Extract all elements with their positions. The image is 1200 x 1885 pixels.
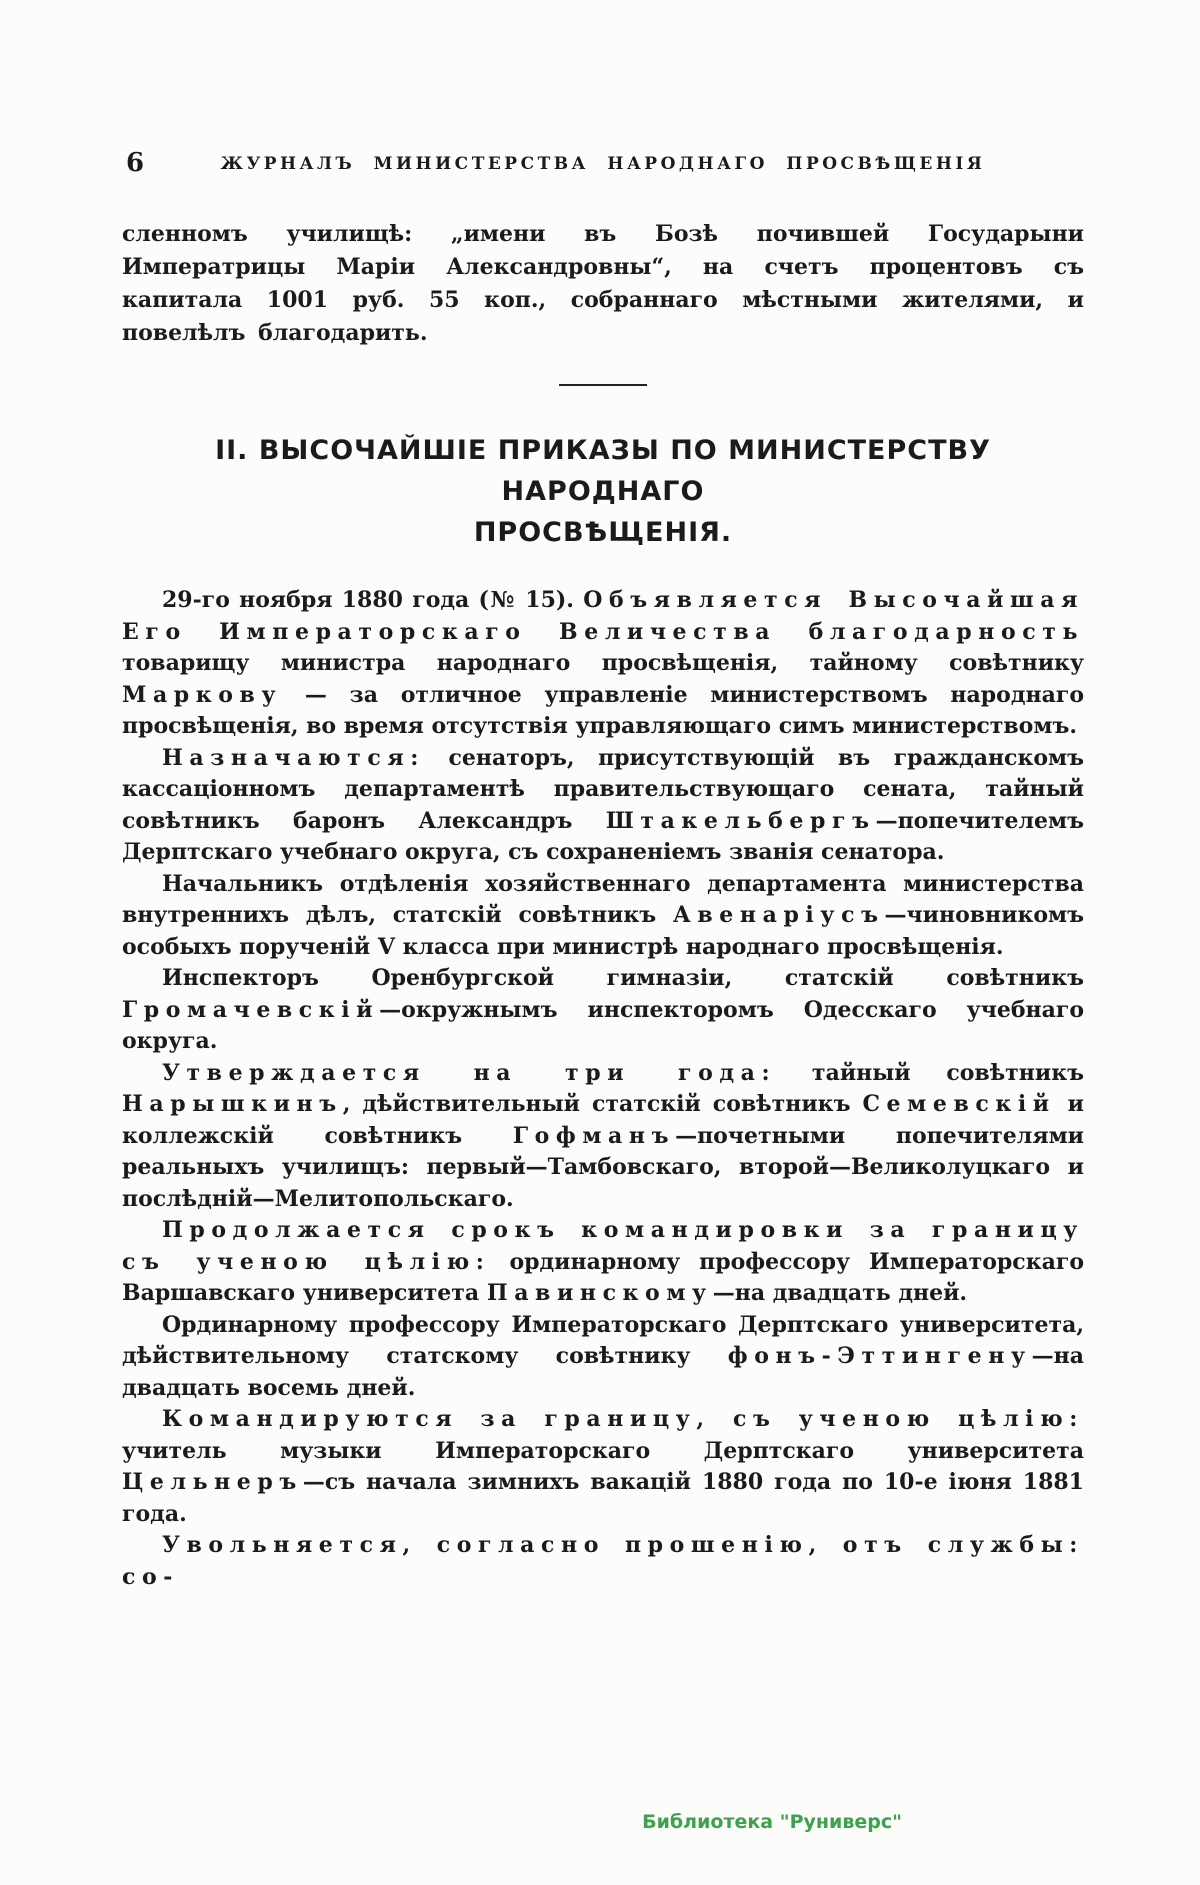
paragraph [122, 1404, 1084, 1530]
section-heading-line2: ПРОСВѢЩЕНІЯ. [473, 517, 733, 548]
letterspaced-emphasis: Цельнеръ [122, 1469, 303, 1495]
text-run: —попечителемъ Дерптскаго учебнаго округа, съ сохраненіемъ званія сенатора. [122, 807, 1084, 865]
letterspaced-emphasis: Увольняется, согласно прошенію, отъ службы: со- [122, 1532, 1084, 1590]
letterspaced-emphasis: Продолжается срокъ командировки за границу съ ученою цѣлію: [122, 1217, 1084, 1275]
letterspaced-emphasis: Павинскому [486, 1280, 713, 1306]
section-divider [559, 384, 647, 386]
text-run: —съ начала зимнихъ вакацій 1880 года по 10-е іюня 1881 года. [122, 1469, 1084, 1527]
text-run: —окружнымъ инспекторомъ Одесскаго учебнаго округа. [122, 996, 1084, 1054]
journal-running-title: ЖУРНАЛЪ МИНИСТЕРСТВА НАРОДНАГО ПРОСВѢЩЕНІЯ [220, 154, 986, 174]
paragraph [122, 743, 1084, 869]
letterspaced-emphasis: Штакельбергъ [605, 807, 876, 834]
letterspaced-emphasis: Авенаріусъ [672, 902, 885, 928]
paragraph [122, 585, 1084, 743]
letterspaced-emphasis: Маркову [122, 681, 283, 708]
intro-paragraph: сленномъ училищѣ: „имени въ Бозѣ почившей Государыни Императрицы Маріи Александровны“, на счетъ процентовъ съ капитала 1001 руб. 55 коп., собраннаго мѣстными жителями, и повелѣлъ благодарить. [122, 221, 1084, 346]
text-run: Ординарному профессору Императорскаго Дерптскаго университета, дѣйствительному статскому совѣтнику [122, 1311, 1084, 1369]
paragraph [122, 963, 1084, 1058]
text-run: учитель музыки Императорскаго Дерптскаго университета [122, 1437, 1084, 1464]
running-head [122, 148, 1084, 182]
text-run: 29-го ноября 1880 года (№ 15). [162, 587, 584, 613]
letterspaced-emphasis: Утверждается на три года: [162, 1059, 777, 1086]
body-paragraphs [122, 585, 1084, 1593]
paragraph [122, 1530, 1084, 1593]
letterspaced-emphasis: фонъ-Эттингену [727, 1343, 1032, 1369]
text-run: Инспекторъ Оренбургской гимназіи, статскій совѣтникъ [162, 965, 1084, 991]
letterspaced-emphasis: Нарышкинъ [122, 1091, 343, 1117]
paragraph [122, 1058, 1084, 1216]
letterspaced-emphasis: Громачевскій [122, 996, 380, 1023]
letterspaced-emphasis: Назначаются: [162, 744, 425, 771]
text-run: —на двадцать дней. [712, 1280, 968, 1306]
text-run: —на двадцать восемь дней. [122, 1343, 1084, 1401]
letterspaced-emphasis: Гофманъ [512, 1122, 676, 1149]
text-run: и коллежскій совѣтникъ [122, 1091, 1084, 1149]
text-run: ординарному профессору Императорскаго Варшавскаго университета [122, 1248, 1084, 1306]
section-heading [122, 430, 1084, 553]
letterspaced-emphasis: Объявляется Высочайшая Его Императорскаго Величества благодарность [122, 587, 1084, 645]
text-run: —почетными попечителями реальныхъ училищъ: первый—Тамбовскаго, второй—Великолуцкаго и послѣдній—Мелитопольскаго. [122, 1122, 1084, 1212]
paragraph [122, 1310, 1084, 1405]
text-run: —чиновникомъ особыхъ порученій V класса при министрѣ народнаго просвѣщенія. [122, 902, 1084, 960]
text-run: — за отличное управленіе министерствомъ народнаго просвѣщенія, во время отсутствія управляющаго симъ министерствомъ. [122, 681, 1084, 739]
letterspaced-emphasis: Семевскій [862, 1091, 1056, 1117]
text-run: сенаторъ, присутствующій въ гражданскомъ кассаціонномъ департаментѣ правительствующаго сената, тайный совѣтникъ баронъ Александръ [122, 744, 1084, 834]
text-run: тайный совѣтникъ [776, 1059, 1084, 1086]
section-heading-line1: II. ВЫСОЧАЙШІЕ ПРИКАЗЫ ПО МИНИСТЕРСТВУ НАРОДНАГО [215, 435, 991, 507]
page-number: 6 [126, 148, 145, 178]
text-run: Начальникъ отдѣленія хозяйственнаго департамента министерства внутреннихъ дѣлъ, статскій совѣтникъ [122, 870, 1084, 928]
text-run: , дѣйствительный статскій совѣтникъ [342, 1091, 863, 1117]
paragraph [122, 869, 1084, 964]
text-run: товарищу министра народнаго просвѣщенія, тайному совѣтнику [122, 650, 1084, 676]
paragraph [122, 1215, 1084, 1310]
letterspaced-emphasis: Командируются за границу, съ ученою цѣлію: [162, 1406, 1084, 1432]
library-watermark: Библиотека "Руниверс" [642, 1811, 902, 1833]
